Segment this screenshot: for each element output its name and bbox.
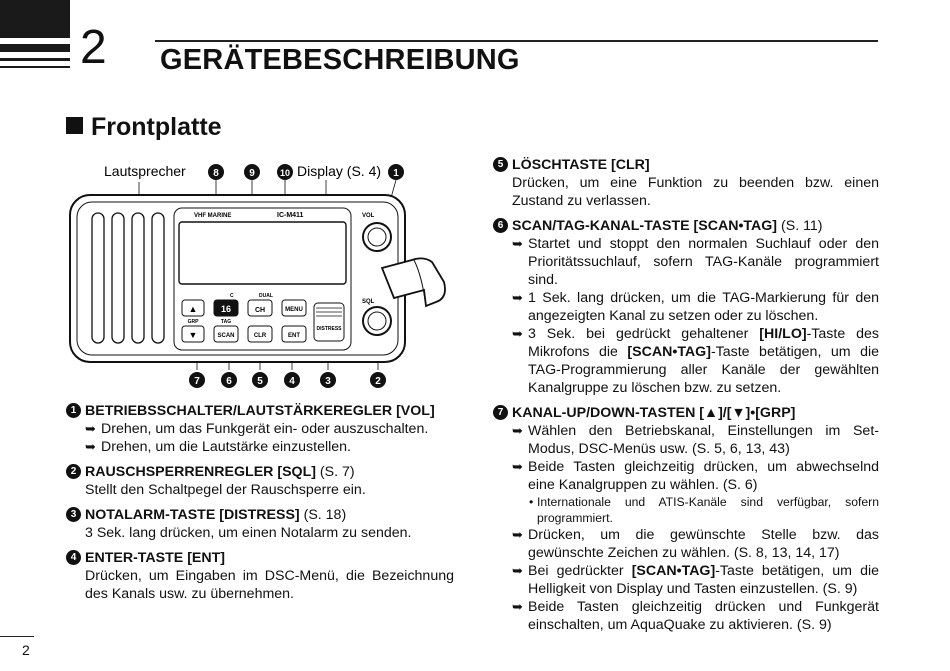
arrow-icon: ➥ [512, 527, 523, 542]
svg-text:VHF MARINE: VHF MARINE [194, 213, 232, 219]
number-badge: 6 [493, 218, 508, 233]
chapter-title: GERÄTEBESCHREIBUNG [160, 44, 520, 76]
svg-text:CH: CH [254, 307, 266, 314]
callout-5 [252, 372, 268, 388]
number-badge: 1 [66, 403, 81, 418]
arrow-icon: ➥ [512, 563, 523, 578]
svg-text:10: 10 [279, 168, 291, 178]
front-panel-figure [64, 158, 464, 398]
item-clr: 5 LÖSCHTASTE [CLR] Drücken, um eine Funktion zu beenden bzw. einen Zustand zu verlassen. [493, 156, 879, 210]
svg-text:▲: ▲ [188, 304, 198, 314]
page-ref: (S. 7) [319, 464, 355, 480]
arrow-icon: ➥ [512, 423, 523, 438]
number-badge: 4 [66, 550, 81, 565]
item-heading: KANAL-UP/DOWN-TASTEN [▲]/[▼]•[GRP] [512, 405, 796, 421]
chapter-tab-marker [0, 0, 70, 72]
callout-4 [284, 372, 300, 388]
item-heading: RAUSCHSPERRENREGLER [SQL] [85, 464, 316, 480]
number-badge: 2 [66, 464, 81, 479]
svg-text:DUAL: DUAL [259, 293, 273, 299]
chapter-number: 2 [80, 21, 107, 74]
svg-text:IC-M411: IC-M411 [277, 212, 304, 219]
callout-8 [208, 164, 224, 180]
svg-text:▼: ▼ [188, 330, 198, 340]
item-heading: BETRIEBSSCHALTER/LAUTSTÄRKEREGLER [VOL] [85, 403, 435, 419]
svg-text:6: 6 [226, 376, 232, 387]
arrow-icon: ➥ [512, 459, 523, 474]
page-number: 2 [22, 642, 30, 658]
svg-text:SQL: SQL [362, 299, 375, 305]
svg-text:2: 2 [375, 376, 381, 387]
svg-text:VOL: VOL [362, 213, 375, 219]
svg-text:DISTRESS: DISTRESS [316, 326, 342, 332]
svg-text:5: 5 [257, 376, 263, 387]
item-heading: LÖSCHTASTE [CLR] [512, 157, 650, 173]
item-up-down: 7 KANAL-UP/DOWN-TASTEN [▲]/[▼]•[GRP] ➥ Wählen den Betriebskanal, Einstellungen im Set-Modus, DSC-Menüs usw. (S. 5, 6, 13, 43) ➥ Beide Tasten gleichzeitig drücken, um abwechselnd eine Kanalgruppen zu wählen. (S. 6) • Internationale und ATIS-Kanäle sind verfügbar, sofern programmiert. ➥ Drücken, um die gewünschte Stelle bzw. das gewünschte Zeichen zu wählen. (S. 8, 13, 14, 17) ➥ Bei gedrückter [SCAN•TAG]-Taste betätigen, um die Helligkeit von Display und Tasten einzustellen. (S. 9) ➥ Beide Tasten gleichzeitig drücken und Funkgerät einschalten, um AquaQuake zu aktivieren. (S. 9) [493, 404, 879, 634]
square-bullet-icon [66, 117, 83, 134]
item-scan-tag: 6 SCAN/TAG-KANAL-TASTE [SCAN•TAG] (S. 11) ➥ Startet und stoppt den normalen Suchlauf oder den Prioritätssuchlauf, sofern TAG-Kanäle programmiert sind. ➥ 1 Sek. lang drücken, um die TAG-Markierung für den angezeigten Kanal zu setzen oder zu löschen. ➥ 3 Sek. bei gedrückt gehaltener [HI/LO]-Taste des Mikrofons die [SCAN•TAG]-Taste betätigen, um die TAG-Programmierung aller Kanäle der gewählten Kanalgruppe zu löschen bzw. zu setzen. [493, 217, 879, 397]
svg-text:SCAN: SCAN [217, 333, 235, 339]
right-column [493, 156, 879, 641]
item-ent: 4 ENTER-TASTE [ENT] Drücken, um Eingaben im DSC-Menü, die Bezeichnung des Kanals usw. zu übernehmen. [66, 549, 454, 603]
item-heading: NOTALARM-TASTE [DISTRESS] [85, 507, 300, 523]
svg-text:ENT: ENT [288, 333, 300, 339]
callout-10 [277, 164, 293, 180]
page-ref: (S. 11) [781, 218, 823, 234]
svg-text:MENU: MENU [285, 307, 303, 313]
callout-7 [189, 372, 205, 388]
callout-2 [370, 372, 386, 388]
svg-text:C: C [230, 293, 234, 299]
speaker-label: Lautsprecher [104, 163, 186, 179]
number-badge: 7 [493, 405, 508, 420]
svg-text:1: 1 [393, 168, 399, 179]
svg-text:4: 4 [289, 376, 295, 387]
left-column [66, 402, 454, 610]
arrow-icon: ➥ [512, 326, 523, 341]
svg-text:7: 7 [194, 376, 200, 387]
header-rule [155, 40, 878, 42]
callout-3 [320, 372, 336, 388]
section-title: Frontplatte [66, 113, 222, 142]
arrow-icon: ➥ [85, 439, 96, 454]
svg-text:8: 8 [213, 168, 219, 179]
callout-1 [388, 164, 404, 180]
svg-text:GRP: GRP [187, 319, 199, 325]
svg-text:16: 16 [220, 304, 232, 314]
item-sql: 2 RAUSCHSPERRENREGLER [SQL] (S. 7) Stellt den Schaltpegel der Rauschsperre ein. [66, 463, 454, 499]
arrow-icon: ➥ [512, 236, 523, 251]
arrow-icon: ➥ [512, 290, 523, 305]
item-vol: 1 BETRIEBSSCHALTER/LAUTSTÄRKEREGLER [VOL] ➥ Drehen, um das Funkgerät ein- oder auszuschalten. ➥ Drehen, um die Lautstärke einzustellen. [66, 402, 454, 456]
callout-9 [244, 164, 260, 180]
page-ref: (S. 18) [303, 507, 347, 523]
item-heading: SCAN/TAG-KANAL-TASTE [SCAN•TAG] [512, 218, 778, 234]
svg-text:CLR: CLR [253, 333, 267, 339]
svg-text:3: 3 [325, 376, 331, 387]
svg-text:TAG: TAG [220, 319, 232, 325]
item-heading: ENTER-TASTE [ENT] [85, 550, 226, 566]
svg-text:9: 9 [249, 168, 255, 179]
sub-note: • Internationale und ATIS-Kanäle sind verfügbar, sofern programmiert. [493, 494, 879, 526]
arrow-icon: ➥ [85, 421, 96, 436]
item-distress: 3 NOTALARM-TASTE [DISTRESS] (S. 18) 3 Sek. lang drücken, um einen Notalarm zu senden. [66, 506, 454, 542]
footer-rule [0, 636, 34, 637]
arrow-icon: ➥ [512, 599, 523, 614]
number-badge: 5 [493, 157, 508, 172]
number-badge: 3 [66, 507, 81, 522]
callout-6 [221, 372, 237, 388]
display-label: Display (S. 4) [297, 163, 382, 179]
